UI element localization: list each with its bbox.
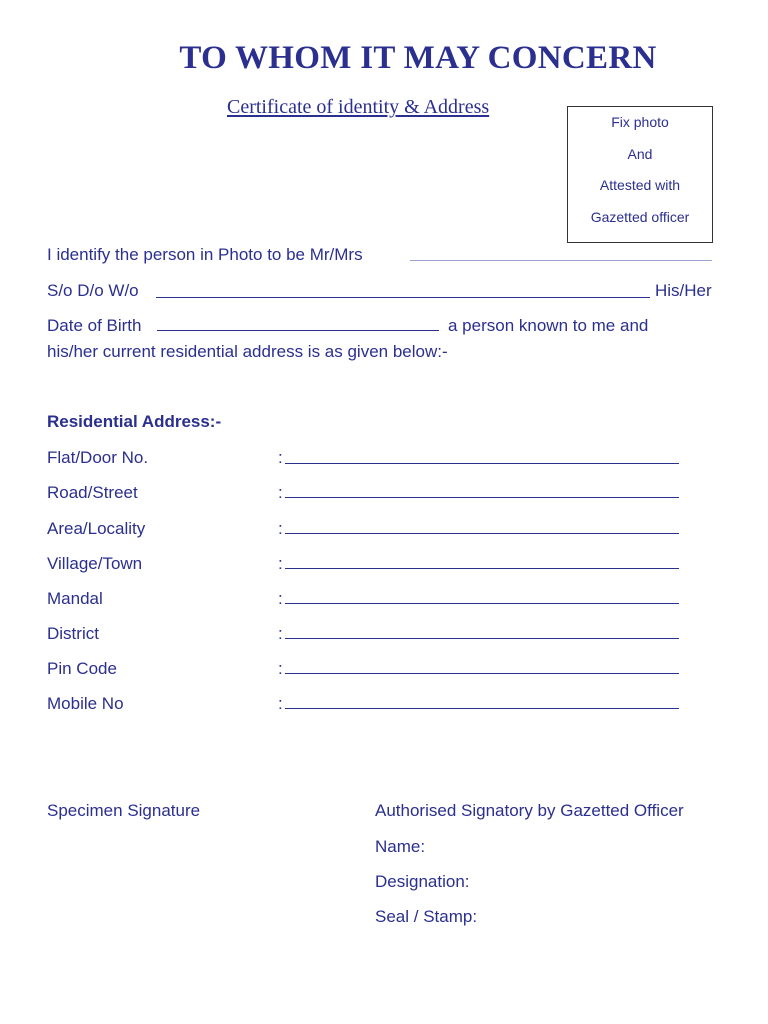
pin-code-label: Pin Code xyxy=(47,659,117,678)
district-label: District xyxy=(47,624,99,643)
field-colon: : xyxy=(278,589,283,608)
his-her-label: His/Her xyxy=(655,281,712,300)
photo-box-line: Attested with xyxy=(599,177,681,193)
dob-label: Date of Birth xyxy=(47,316,142,335)
authorised-signatory-label: Authorised Signatory by Gazetted Officer xyxy=(375,801,684,820)
mandal-fill-line[interactable] xyxy=(285,603,679,604)
field-colon: : xyxy=(278,448,283,467)
statement-line-4: his/her current residential address is as given below:- xyxy=(47,342,448,361)
seal-stamp-label: Seal / Stamp: xyxy=(375,907,478,926)
page-title: TO WHOM IT MAY CONCERN xyxy=(179,40,657,76)
name-fill-line[interactable] xyxy=(410,260,712,261)
field-colon: : xyxy=(278,554,283,573)
flat-door-label: Flat/Door No. xyxy=(47,448,149,467)
pin-code-fill-line[interactable] xyxy=(285,673,679,674)
field-colon: : xyxy=(278,483,283,502)
known-person-text: a person known to me and xyxy=(448,316,649,335)
field-colon: : xyxy=(278,694,283,713)
signatory-designation-label: Designation: xyxy=(375,872,470,891)
signatory-name-label: Name: xyxy=(375,837,426,856)
photo-placeholder-box[interactable] xyxy=(567,106,713,243)
photo-box-line: Gazetted officer xyxy=(590,209,690,225)
field-colon: : xyxy=(278,519,283,538)
field-colon: : xyxy=(278,624,283,643)
mobile-no-fill-line[interactable] xyxy=(285,708,679,709)
page-subtitle: Certificate of identity & Address xyxy=(227,96,490,118)
statement-line-1: I identify the person in Photo to be Mr/Mrs xyxy=(47,245,363,264)
flat-door-fill-line[interactable] xyxy=(285,463,679,464)
field-colon: : xyxy=(278,659,283,678)
area-locality-label: Area/Locality xyxy=(47,519,146,538)
road-street-label: Road/Street xyxy=(47,483,138,502)
photo-box-line: And xyxy=(627,146,653,162)
village-town-label: Village/Town xyxy=(47,554,143,573)
village-town-fill-line[interactable] xyxy=(285,568,679,569)
road-street-fill-line[interactable] xyxy=(285,497,679,498)
relation-fill-line[interactable] xyxy=(156,297,650,298)
residential-address-heading: Residential Address:- xyxy=(47,412,222,431)
mandal-label: Mandal xyxy=(47,589,103,608)
dob-fill-line[interactable] xyxy=(157,330,439,331)
mobile-no-label: Mobile No xyxy=(47,694,124,713)
area-locality-fill-line[interactable] xyxy=(285,533,679,534)
district-fill-line[interactable] xyxy=(285,638,679,639)
photo-box-line: Fix photo xyxy=(611,114,669,130)
specimen-signature-label: Specimen Signature xyxy=(47,801,201,820)
relation-label: S/o D/o W/o xyxy=(47,281,139,300)
